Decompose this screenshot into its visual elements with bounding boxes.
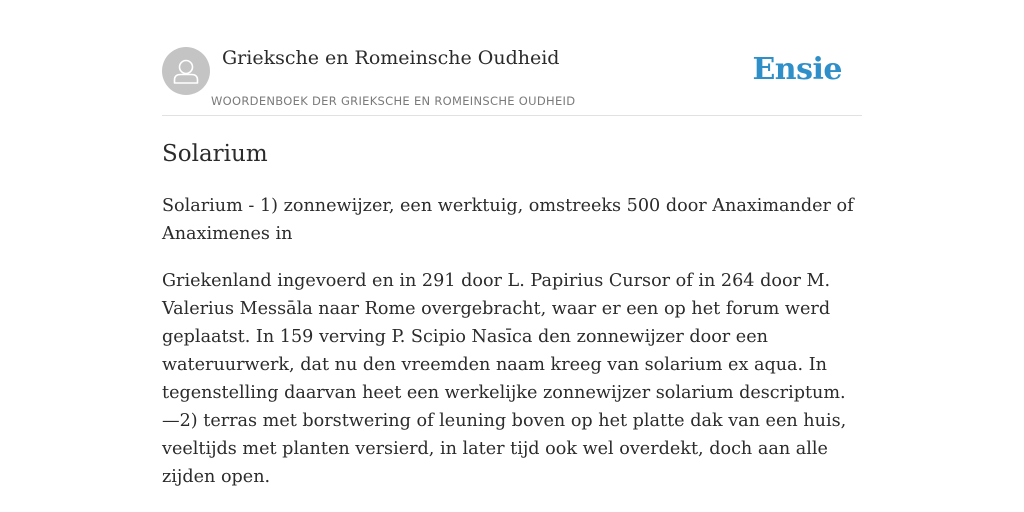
user-avatar-icon — [162, 47, 210, 95]
brand-logo[interactable]: Ensie — [752, 52, 842, 87]
page-title: Solarium — [162, 141, 268, 167]
source-subtitle: WOORDENBOEK DER GRIEKSCHE EN ROMEINSCHE OUDHEID — [211, 94, 576, 108]
header-divider — [162, 115, 862, 116]
entry-paragraph-2: Griekenland ingevoerd en in 291 door L. Papirius Cursor of in 264 door M. Valerius Messāla naar Rome overgebracht, waar er een op het forum werd geplaatst. In 159 verving P. Scipio Nasīca den zonnewijzer door een wateruurwerk, dat nu den vreemden naam kreeg van solarium ex aqua. In tegenstelling daarvan heet een werkelijke zonnewijzer solarium descriptum.—2) terras met borstwering of leuning boven op het platte dak van een huis, veeltijds met planten versierd, in later tijd ook wel overdekt, doch aan alle zijden open. — [162, 271, 847, 487]
entry-card — [162, 0, 862, 512]
entry-paragraph-1: Solarium - 1) zonnewijzer, een werktuig, omstreeks 500 door Anaximander of Anaximenes in — [162, 196, 854, 244]
source-title[interactable]: Grieksche en Romeinsche Oudheid — [222, 47, 560, 69]
